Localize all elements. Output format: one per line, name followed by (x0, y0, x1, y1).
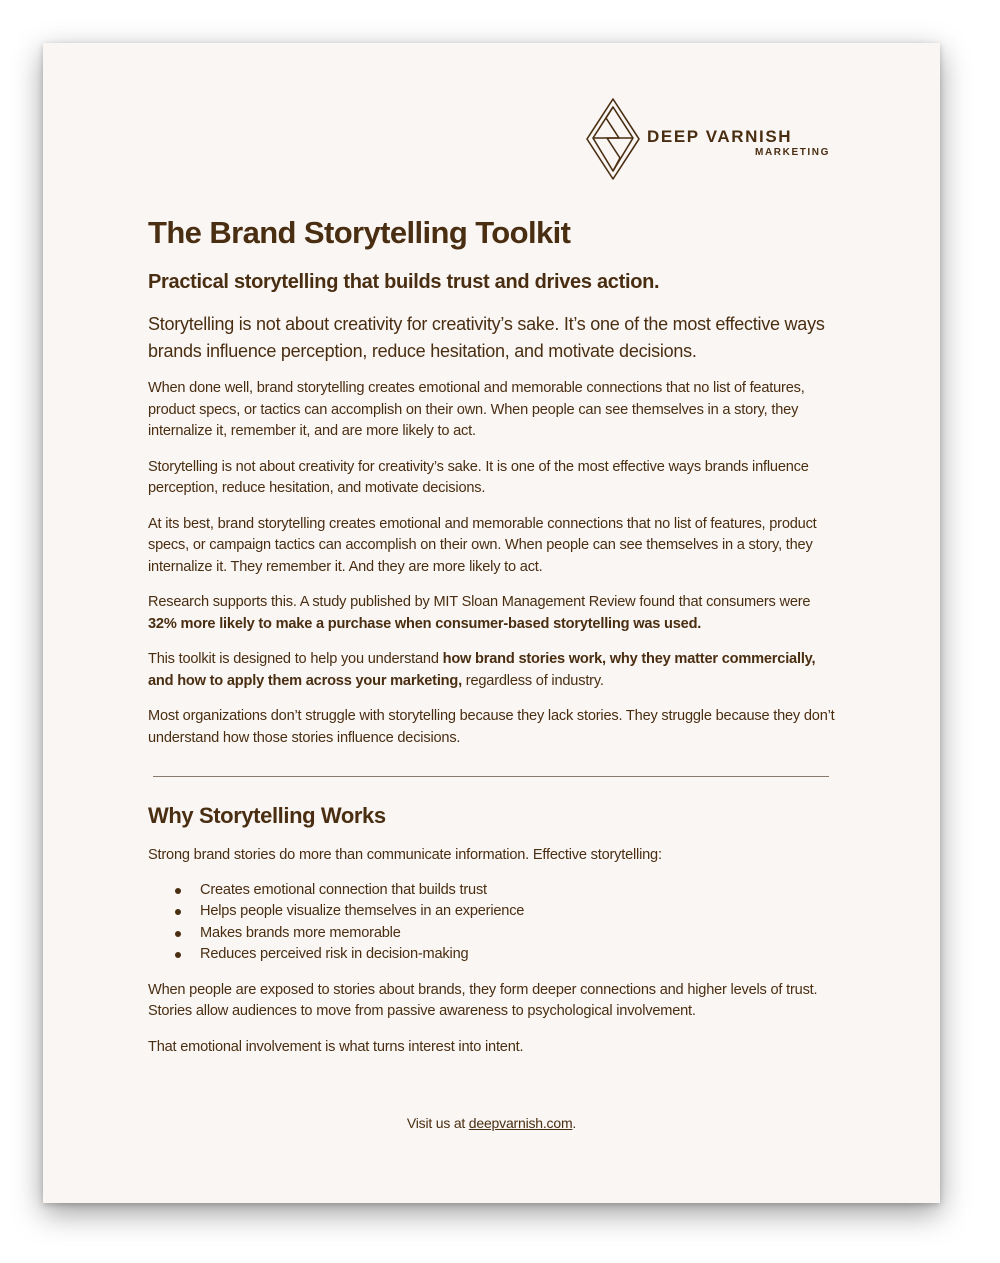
paragraph-5-bold: how brand stories work, why they matter commercially, and how to apply them across your marketing, (148, 651, 816, 689)
list-item (200, 944, 838, 966)
list-item-text: Creates emotional connection that builds trust (200, 881, 487, 898)
paragraph-4-bold: 32% more likely to make a purchase when consumer-based storytelling was used. (148, 615, 702, 632)
section-heading: Why Storytelling Works (148, 803, 386, 828)
paragraph-5-text: This toolkit is designed to help you understand (148, 651, 443, 667)
footer (43, 1115, 940, 1131)
section-paragraph-2: That emotional involvement is what turns interest into intent. (148, 1038, 524, 1055)
section-paragraph-1: When people are exposed to stories about brands, they form deeper connections and higher levels of trust. Stories allow audiences to move from passive awareness to psychological involvement. (148, 981, 818, 1019)
page-title: The Brand Storytelling Toolkit (148, 215, 571, 250)
section-divider (153, 776, 829, 777)
bullet-icon (175, 931, 181, 937)
list-item-text: Reduces perceived risk in decision-making (200, 946, 469, 962)
list-item-text: Makes brands more memorable (200, 924, 401, 941)
lead-paragraph: Storytelling is not about creativity for creativity’s sake. It’s one of the most effective ways brands influence perception, reduce hesitation, and motivate decisions. (148, 314, 825, 361)
list-item (200, 901, 838, 923)
paragraph-6: Most organizations don’t struggle with storytelling because they lack stories. They struggle because they don’t understand how those stories influence decisions. (148, 708, 835, 746)
paragraph-4-text: Research supports this. A study published by MIT Sloan Management Review found that consumers were (148, 594, 811, 610)
section-intro: Strong brand stories do more than communicate information. Effective storytelling: (148, 847, 662, 863)
brand-logo (584, 96, 834, 182)
benefits-list (148, 880, 838, 966)
footer-prefix: Visit us at (406, 1115, 469, 1131)
paragraph-1: When done well, brand storytelling creates emotional and memorable connections that no list of features, product specs, or tactics can accomplish on their own. When people can see themselves in a story, they internalize it, remember it, and are more likely to act. (148, 380, 805, 439)
bullet-icon (175, 952, 181, 958)
bullet-icon (175, 888, 181, 894)
paragraph-5-end: regardless of industry. (461, 672, 604, 689)
paragraph-3: At its best, brand storytelling creates emotional and memorable connections that no list of features, product specs, or campaign tactics can accomplish on their own. When people can see themselves in a story, they internalize it. They remember it. And they are more likely to act. (148, 515, 817, 575)
deep-varnish-diamond-icon (584, 96, 642, 182)
paragraph-4 (148, 592, 838, 635)
document-page (43, 43, 940, 1203)
bullet-icon (175, 909, 181, 915)
document-content (148, 213, 838, 1058)
logo-name: DEEP VARNISH (647, 127, 793, 146)
paragraph-5 (148, 649, 838, 692)
list-item (200, 880, 838, 902)
website-link[interactable]: deepvarnish.com (468, 1115, 573, 1131)
footer-suffix: . (572, 1115, 577, 1131)
list-item-text: Helps people visualize themselves in an experience (200, 903, 525, 919)
paragraph-2: Storytelling is not about creativity for creativity’s sake. It is one of the most effective ways brands influence perception, reduce hesitation, and motivate decisions. (148, 458, 809, 496)
list-item (200, 923, 838, 945)
logo-subtitle: MARKETING (755, 147, 830, 158)
page-subtitle: Practical storytelling that builds trust and drives action. (148, 271, 660, 293)
